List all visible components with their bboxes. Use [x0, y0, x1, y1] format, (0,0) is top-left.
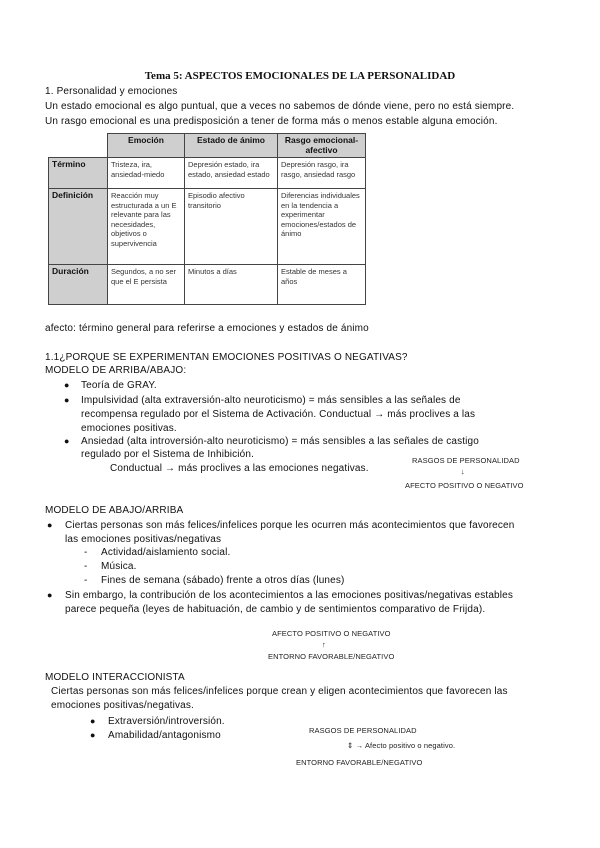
model-heading-abajo-arriba: MODELO DE ABAJO/ARRIBA — [45, 505, 184, 516]
list-item: Sin embargo, la contribución de los acontecimientos a las emociones positivas/negativas estables — [65, 590, 513, 601]
table-cell: Diferencias individuales en la tendencia a experimentar emociones/estados de ánimo — [278, 189, 366, 265]
diagram-label-middle: ⇕ → Afecto positivo o negativo. — [347, 741, 456, 750]
document-title: Tema 5: ASPECTOS EMOCIONALES DE LA PERSONALIDAD — [144, 70, 456, 82]
bullet-icon: ● — [90, 716, 96, 726]
up-arrow-icon: ↑ — [322, 640, 326, 649]
paragraph-estado-emocional: Un estado emocional es algo puntual, que a veces no sabemos de dónde viene, pero no está siempre. — [45, 101, 515, 112]
bullet-icon: ● — [47, 590, 53, 600]
list-item-continuation: emociones positivas. — [81, 423, 177, 434]
table-row-label: Término — [49, 158, 108, 189]
table-header-empty — [49, 134, 108, 158]
list-item: Impulsividad (alta extraversión-alto neuroticismo) = más sensibles a las señales de — [81, 395, 461, 406]
dash-icon: - — [84, 575, 88, 586]
sub-list-item: Actividad/aislamiento social. — [101, 547, 231, 558]
bullet-icon: ● — [64, 380, 70, 390]
table-cell: Depresión rasgo, ira rasgo, ansiedad rasgo — [278, 158, 366, 189]
section-heading-personalidad: 1. Personalidad y emociones — [45, 86, 178, 97]
sub-list-item: Música. — [101, 561, 137, 572]
list-item: Extraversión/introversión. — [108, 716, 225, 727]
list-item: Ansiedad (alta introversión-alto neuroticismo) = más sensibles a las señales de castigo — [81, 436, 479, 447]
paragraph-interaccionista-continuation: emociones positivas/negativas. — [51, 700, 194, 711]
table-header: Rasgo emocional-afectivo — [278, 134, 366, 158]
model-heading-arriba-abajo: MODELO DE ARRIBA/ABAJO: — [45, 365, 187, 376]
diagram-label-bottom: ENTORNO FAVORABLE/NEGATIVO — [296, 758, 423, 767]
table-header-row — [49, 134, 366, 158]
table-cell: Tristeza, ira, ansiedad-miedo — [108, 158, 185, 189]
section-heading-emociones: 1.1¿PORQUE SE EXPERIMENTAN EMOCIONES POSITIVAS O NEGATIVAS? — [45, 352, 408, 363]
diagram-label-bottom: ENTORNO FAVORABLE/NEGATIVO — [268, 652, 395, 661]
diagram-label-top: RASGOS DE PERSONALIDAD — [412, 456, 520, 465]
list-item: Ciertas personas son más felices/infelices porque les ocurren más acontecimientos que favorecen — [65, 520, 515, 531]
table-row — [49, 265, 366, 305]
list-item: Amabilidad/antagonismo — [108, 730, 221, 741]
paragraph-interaccionista: Ciertas personas son más felices/infelices porque crean y eligen acontecimientos que favorecen las — [51, 686, 508, 697]
diagram-label-bottom: AFECTO POSITIVO O NEGATIVO — [405, 481, 524, 490]
table-header: Estado de ánimo — [185, 134, 278, 158]
bullet-icon: ● — [90, 730, 96, 740]
table-cell: Depresión estado, ira estado, ansiedad estado — [185, 158, 278, 189]
dash-icon: - — [84, 547, 88, 558]
table-cell: Reacción muy estructurada a un E relevante para las necesidades, objetivos o supervivencia — [108, 189, 185, 265]
dash-icon: - — [84, 561, 88, 572]
emotion-comparison-table — [48, 133, 366, 305]
down-arrow-icon: ↓ — [461, 467, 465, 476]
table-cell: Estable de meses a años — [278, 265, 366, 305]
table-header: Emoción — [108, 134, 185, 158]
bullet-icon: ● — [47, 520, 53, 530]
table-cell: Minutos a días — [185, 265, 278, 305]
bullet-icon: ● — [64, 395, 70, 405]
table-cell: Segundos, a no ser que el E persista — [108, 265, 185, 305]
table-row-label: Definición — [49, 189, 108, 265]
list-item-continuation: parece pequeña (leyes de habituación, de cambio y de sentimientos comparativo de Frijda). — [65, 604, 486, 615]
table-row — [49, 189, 366, 265]
sub-list-item: Fines de semana (sábado) frente a otros días (lunes) — [101, 575, 345, 586]
table-row-label: Duración — [49, 265, 108, 305]
table-cell: Episodio afectivo transitorio — [185, 189, 278, 265]
diagram-label-top: AFECTO POSITIVO O NEGATIVO — [272, 629, 391, 638]
diagram-label-top: RASGOS DE PERSONALIDAD — [309, 726, 417, 735]
list-item-continuation: recompensa regulado por el Sistema de Activación. Conductual → más proclives a las — [81, 409, 476, 420]
list-item-continuation: Conductual → más proclives a las emociones negativas. — [110, 463, 369, 474]
afecto-definition: afecto: término general para referirse a emociones y estados de ánimo — [45, 323, 369, 334]
paragraph-rasgo-emocional: Un rasgo emocional es una predisposición a tener de forma más o menos estable alguna emoción. — [45, 116, 498, 127]
list-item: Teoría de GRAY. — [81, 380, 157, 391]
list-item-continuation: las emociones positivas/negativas — [65, 534, 222, 545]
table-row — [49, 158, 366, 189]
list-item-continuation: regulado por el Sistema de Inhibición. — [81, 449, 255, 460]
bullet-icon: ● — [64, 436, 70, 446]
model-heading-interaccionista: MODELO INTERACCIONISTA — [45, 672, 185, 683]
